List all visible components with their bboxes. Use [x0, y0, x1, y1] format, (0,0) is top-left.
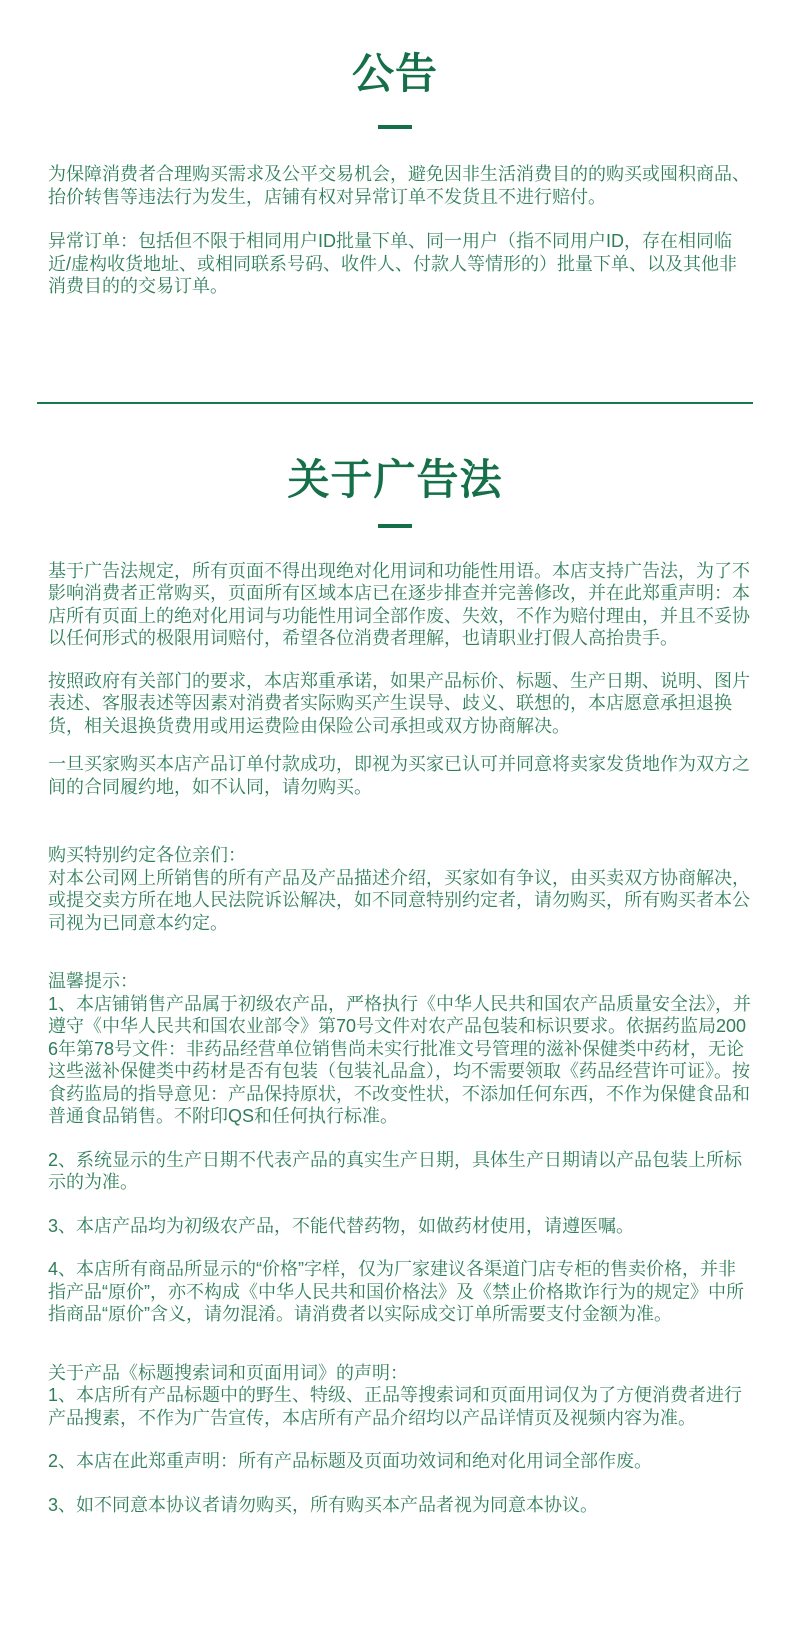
announcement-body	[0, 163, 790, 298]
special-agreement-block	[48, 844, 753, 934]
ad-law-paragraph-3: 一旦买家购买本店产品订单付款成功，即视为买家已认可并同意将卖家发货地作为双方之间的合同履约地，如不认同，请勿购买。	[48, 754, 750, 797]
tips-item-1: 1、本店铺销售产品属于初级农产品，严格执行《中华人民共和国农产品质量安全法》，并遵守《中华人民共和国农业部令》第70号文件对农产品包装和标识要求。依据药监局2006年第78号文件：非药品经营单位销售尚未实行批准文号管理的滋补保健类中药材，无论这些滋补保健类中药材是否有包装（包装礼品盒），均不需要领取《药品经营许可证》。按食药监局的指导意见：产品保持原状，不改变性状，不添加任何东西，不作为保健食品和普通食品销售。不附印QS和任何执行标准。	[48, 993, 752, 1126]
tips-item-2: 2、系统显示的生产日期不代表产品的真实生产日期，具体生产日期请以产品包装上所标示的为准。	[48, 1149, 743, 1192]
tips-item-3: 3、本店产品均为初级农产品，不能代替药物，如做药材使用，请遵医嘱。	[48, 1215, 635, 1236]
special-agreement-header: 购买特别约定各位亲们：	[48, 845, 246, 865]
announcement-paragraph-2: 异常订单：包括但不限于相同用户ID批量下单、同一用户（指不同用户ID，存在相同临近/虚构收货地址、或相同联系号码、收件人、付款人等情形的）批量下单、以及其他非消费目的的交易订单。	[48, 231, 737, 296]
statement-header: 关于产品《标题搜索词和页面用词》的声明：	[48, 1362, 408, 1383]
announcement-title-dash	[378, 125, 412, 129]
announcement-section	[0, 50, 790, 298]
statement-item-3: 3、如不同意本协议者请勿购买，所有购买本产品者视为同意本协议。	[48, 1494, 599, 1515]
statement-block	[48, 1362, 753, 1517]
special-agreement-body: 对本公司网上所销售的所有产品及产品描述介绍，买家如有争议，由买卖双方协商解决，或提交卖方所在地人民法院诉讼解决，如不同意特别约定者，请勿购买，所有购买者本公司视为已同意本约定。	[48, 867, 750, 933]
statement-item-1: 1、本店所有产品标题中的野生、特级、正品等搜索词和页面用词仅为了方便消费者进行产品搜素，不作为广告宣传，本店所有产品介绍均以产品详情页及视频内容为准。	[48, 1385, 743, 1428]
statement-item-2: 2、本店在此郑重声明：所有产品标题及页面功效词和绝对化用词全部作废。	[48, 1451, 653, 1471]
tips-item-4: 4、本店所有商品所显示的“价格”字样，仅为厂家建议各渠道门店专柜的售卖价格，并非指产品“原价”，亦不构成《中华人民共和国价格法》及《禁止价格欺诈行为的规定》中所指商品“原价”含义，请勿混淆。请消费者以实际成交订单所需要支付金额为准。	[48, 1259, 744, 1324]
announcement-title: 公告	[351, 50, 438, 97]
ad-law-title: 关于广告法	[287, 455, 503, 503]
section-divider	[37, 402, 753, 404]
announcement-paragraph-1: 为保障消费者合理购买需求及公平交易机会，避免因非生活消费目的的购买或囤积商品、抬价转售等违法行为发生，店铺有权对异常订单不发货且不进行赔付。	[48, 164, 750, 207]
ad-law-title-dash	[378, 524, 412, 528]
ad-law-paragraph-2: 按照政府有关部门的要求，本店郑重承诺，如果产品标价、标题、生产日期、说明、图片表述、客服表述等因素对消费者实际购买产生误导、歧义、联想的，本店愿意承担退换货，相关退换货费用或用运费险由保险公司承担或双方协商解决。	[48, 670, 750, 736]
tips-header: 温馨提示：	[48, 971, 138, 991]
ad-law-body	[0, 560, 790, 1517]
ad-law-paragraph-1: 基于广告法规定，所有页面不得出现绝对化用词和功能性用语。本店支持广告法，为了不影响消费者正常购买，页面所有区域本店已在逐步排查并完善修改，并在此郑重声明：本店所有页面上的绝对化用词与功能性用词全部作废、失效，不作为赔付理由，并且不妥协以任何形式的极限用词赔付，希望各位消费者理解，也请职业打假人高抬贵手。	[48, 560, 750, 648]
tips-block	[48, 970, 753, 1326]
ad-law-section	[0, 456, 790, 1517]
